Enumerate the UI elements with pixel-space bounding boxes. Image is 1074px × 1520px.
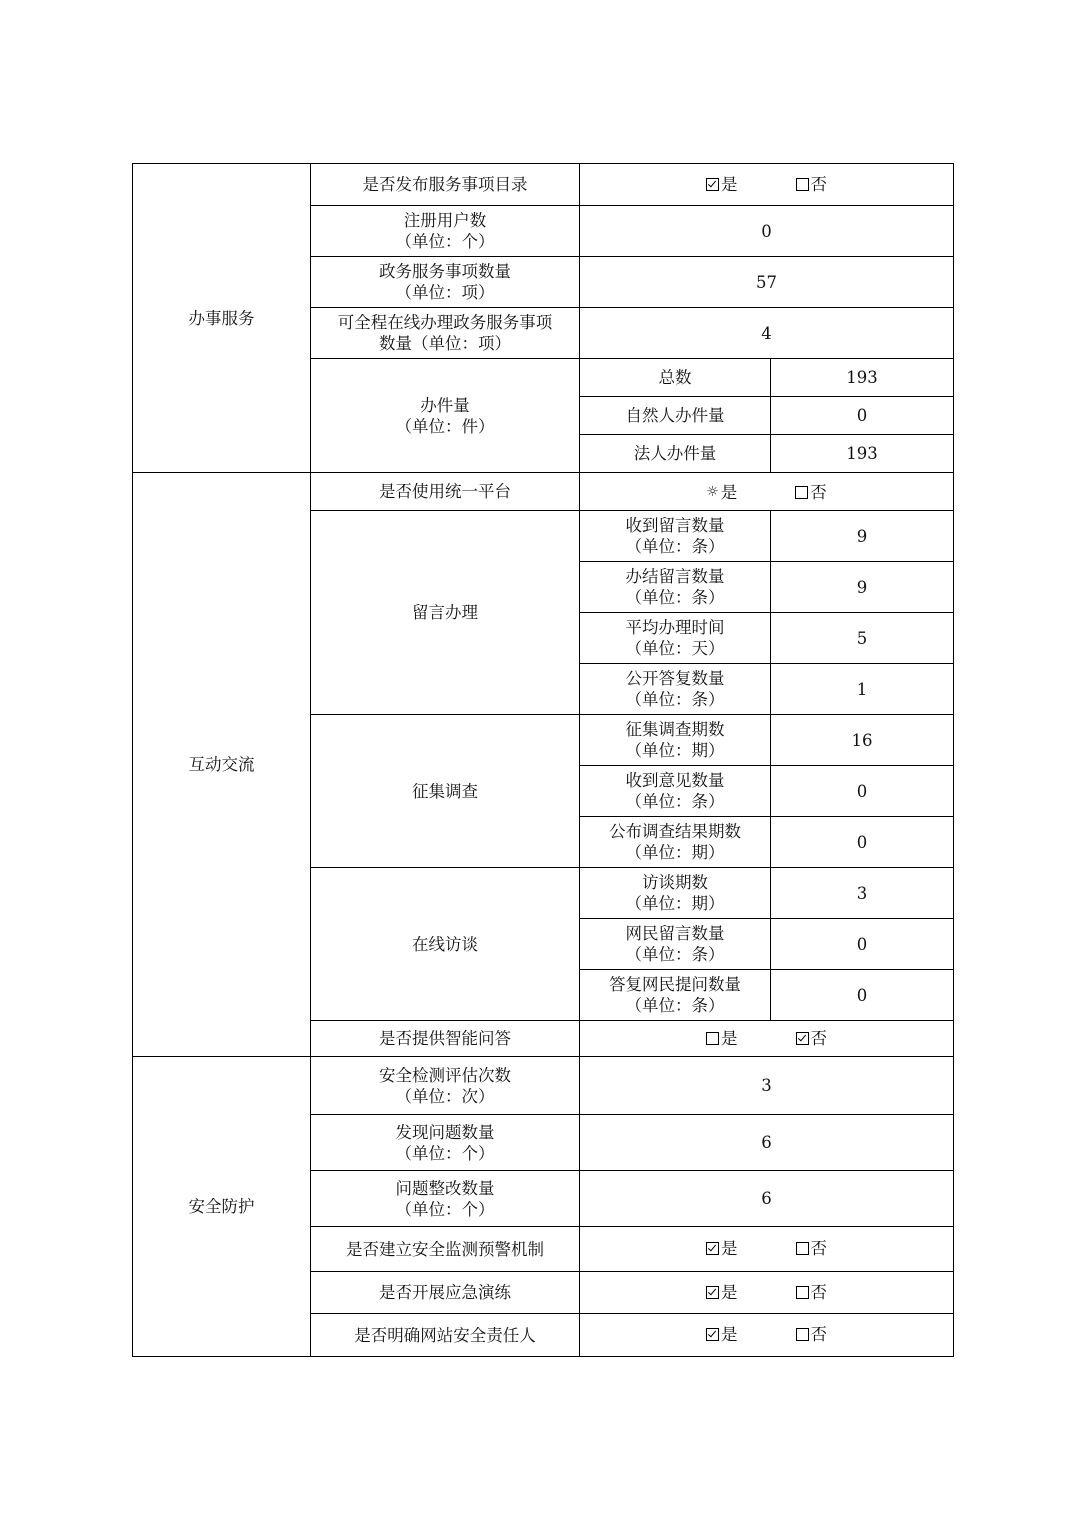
fixed-label: 问题整改数量 （单位：个） xyxy=(311,1171,580,1227)
messages-row-value: 1 xyxy=(771,664,954,715)
no-label: 否 xyxy=(810,1239,827,1258)
warning-label: 是否建立安全监测预警机制 xyxy=(311,1227,580,1272)
survey-row-label: 收到意见数量 （单位：条） xyxy=(580,766,771,817)
messages-row-label: 办结留言数量 （单位：条） xyxy=(580,562,771,613)
empty-box-icon xyxy=(796,1328,809,1341)
survey-row-label: 公布调查结果期数 （单位：期） xyxy=(580,817,771,868)
cases-legal-value: 193 xyxy=(771,435,954,473)
yes-label: 是 xyxy=(721,174,738,194)
fixed-value: 6 xyxy=(580,1171,954,1227)
cases-person-value: 0 xyxy=(771,397,954,435)
empty-box-icon xyxy=(706,1032,719,1045)
no-label: 否 xyxy=(810,1282,827,1302)
checks-label: 安全检测评估次数 （单位：次） xyxy=(311,1057,580,1115)
checked-box-icon xyxy=(796,1032,809,1045)
catalog-choice xyxy=(580,164,954,206)
no-label: 否 xyxy=(810,483,827,502)
yes-label: 是 xyxy=(721,1325,738,1344)
survey-row-value: 0 xyxy=(771,817,954,868)
warning-choice xyxy=(580,1227,954,1272)
owner-choice xyxy=(580,1314,954,1357)
cases-total-value: 193 xyxy=(771,359,954,397)
yes-label: 是 xyxy=(721,1282,738,1302)
messages-row-label: 公开答复数量 （单位：条） xyxy=(580,664,771,715)
interview-row-value: 3 xyxy=(771,868,954,919)
section-label-security: 安全防护 xyxy=(133,1057,311,1357)
issues-label: 发现问题数量 （单位：个） xyxy=(311,1115,580,1171)
platform-label: 是否使用统一平台 xyxy=(311,473,580,511)
messages-row-label: 收到留言数量 （单位：条） xyxy=(580,511,771,562)
interview-label: 在线访谈 xyxy=(311,868,580,1021)
smart-qa-label: 是否提供智能问答 xyxy=(311,1021,580,1057)
empty-box-icon xyxy=(796,1242,809,1255)
survey-label: 征集调查 xyxy=(311,715,580,868)
interview-row-value: 0 xyxy=(771,970,954,1021)
survey-row-value: 16 xyxy=(771,715,954,766)
drill-label: 是否开展应急演练 xyxy=(311,1272,580,1314)
platform-choice xyxy=(580,473,954,511)
catalog-label: 是否发布服务事项目录 xyxy=(311,164,580,206)
no-label: 否 xyxy=(810,174,827,194)
yes-label: 是 xyxy=(721,1028,738,1048)
drill-choice xyxy=(580,1272,954,1314)
cases-person-label: 自然人办件量 xyxy=(580,397,771,435)
messages-row-value: 9 xyxy=(771,511,954,562)
empty-box-icon xyxy=(796,178,809,191)
interview-row-label: 访谈期数 （单位：期） xyxy=(580,868,771,919)
interview-row-value: 0 xyxy=(771,919,954,970)
cases-legal-label: 法人办件量 xyxy=(580,435,771,473)
items-label: 政务服务事项数量 （单位：项） xyxy=(311,257,580,308)
checked-box-icon xyxy=(706,1242,719,1255)
messages-row-value: 5 xyxy=(771,613,954,664)
online-label: 可全程在线办理政务服务事项 数量（单位：项） xyxy=(311,308,580,359)
smart-qa-choice xyxy=(580,1021,954,1057)
items-value: 57 xyxy=(580,257,954,308)
yes-label: 是 xyxy=(721,1239,738,1258)
sun-symbol-icon: ☼ xyxy=(706,484,719,500)
users-value: 0 xyxy=(580,206,954,257)
survey-row-label: 征集调查期数 （单位：期） xyxy=(580,715,771,766)
empty-box-icon xyxy=(796,1286,809,1299)
section-label-service: 办事服务 xyxy=(133,164,311,473)
users-label: 注册用户数 （单位：个） xyxy=(311,206,580,257)
statistics-table xyxy=(132,163,954,1357)
yes-label: 是 xyxy=(720,483,738,502)
interview-row-label: 网民留言数量 （单位：条） xyxy=(580,919,771,970)
no-label: 否 xyxy=(810,1028,827,1048)
issues-value: 6 xyxy=(580,1115,954,1171)
online-value: 4 xyxy=(580,308,954,359)
interview-row-label: 答复网民提问数量 （单位：条） xyxy=(580,970,771,1021)
cases-total-label: 总数 xyxy=(580,359,771,397)
checked-box-icon xyxy=(706,1286,719,1299)
messages-label: 留言办理 xyxy=(311,511,580,715)
owner-label: 是否明确网站安全责任人 xyxy=(311,1314,580,1357)
survey-row-value: 0 xyxy=(771,766,954,817)
checked-box-icon xyxy=(706,178,719,191)
no-label: 否 xyxy=(810,1325,827,1344)
messages-row-label: 平均办理时间 （单位：天） xyxy=(580,613,771,664)
checked-box-icon xyxy=(706,1328,719,1341)
empty-box-icon xyxy=(795,486,808,499)
checks-value: 3 xyxy=(580,1057,954,1115)
section-label-interaction: 互动交流 xyxy=(133,473,311,1057)
messages-row-value: 9 xyxy=(771,562,954,613)
cases-label: 办件量 （单位：件） xyxy=(311,359,580,473)
